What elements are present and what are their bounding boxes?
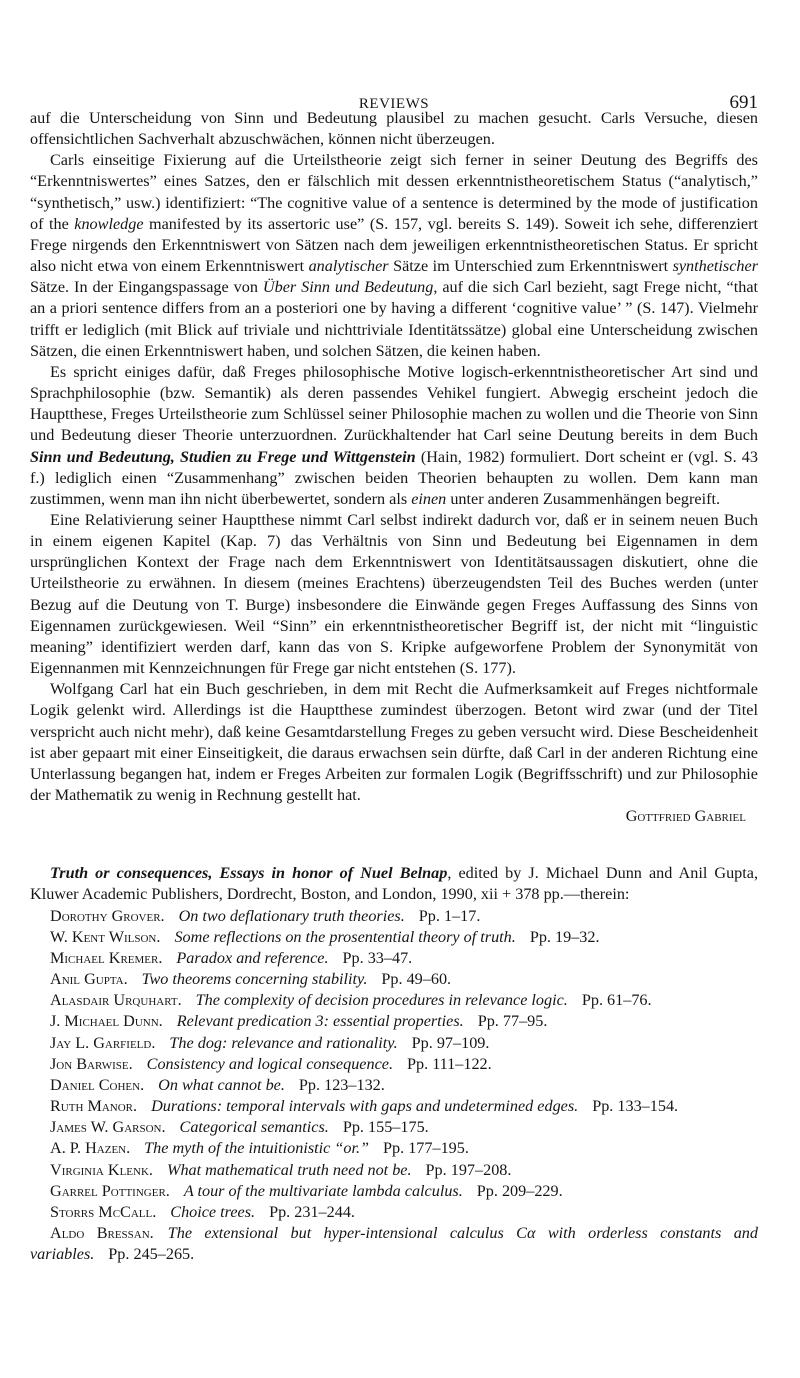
essay-title: Choice trees.	[170, 1202, 256, 1221]
contributor-name: Aldo Bressan.	[50, 1223, 154, 1242]
review-paragraph	[30, 679, 758, 806]
text-run: Sätze. In der Eingangspassage von	[30, 278, 263, 297]
contributor-name: Dorothy Grover.	[50, 906, 165, 925]
contributor-name: Garrel Pottinger.	[50, 1181, 170, 1200]
review-paragraph	[30, 362, 758, 510]
emphasized-text: Über Sinn und Bedeutung	[262, 278, 434, 297]
contents-entry	[30, 969, 758, 990]
emphasized-text: knowledge	[74, 214, 144, 233]
page-range: Pp. 245–265.	[108, 1245, 195, 1264]
text-run: Wolfgang Carl hat ein Buch geschrieben, in dem mit Recht die Aufmerksamkeit auf Freges nichtformale Logik gelenkt wird. Allerdings ist die Hauptthese zumindest überzogen. Betont wird zwar (und der Titel verspricht auch nicht mehr), daß keine Gesamtdarstellung Freges zu geben versucht wird. Diese Bescheidenheit ist aber gepaart mit einer Einseitigkeit, die daraus erwachsen sein dürfte, daß Carl in der anderen Richtung eine Unterlassung begangen hat, indem er Freges Arbeiten zur formalen Logik (Begriffsschrift) und zur Philosophie der Mathematik zu wenig in Rechnung gestellt hat.	[30, 680, 758, 804]
essay-title: Two theorems concerning stability.	[141, 970, 368, 989]
contents-entry	[30, 906, 758, 927]
contents-list	[30, 906, 758, 1266]
essay-title: The myth of the intuitionistic “or.”	[144, 1139, 369, 1158]
essay-title: Consistency and logical consequence.	[146, 1054, 393, 1073]
essay-title: Paradox and reference.	[176, 948, 329, 967]
page-range: Pp. 111–122.	[407, 1054, 492, 1073]
page-range: Pp. 33–47.	[342, 948, 413, 967]
page-range: Pp. 155–175.	[342, 1118, 429, 1137]
text-run: Carls einseitige Fixierung auf die Urteilstheorie zeigt sich ferner in seiner Deutung des Begriffs des “Erkenntniswertes” eines Satzes, den er fälschlich mit dessen erkenntnistheoretischem Status (“analytisch,” “synthetisch,” usw.) identifiziert: “The cognitive value of a sentence is determined by the mode of justification of the	[30, 151, 758, 233]
contributor-name: Jon Barwise.	[50, 1054, 133, 1073]
essay-title: A tour of the multivariate lambda calculus.	[183, 1181, 463, 1200]
essay-title: Some reflections on the prosentential theory of truth.	[174, 927, 516, 946]
text-run: auf die Unterscheidung von Sinn und Bedeutung plausibel zu machen gesucht. Carls Versuche, diesen offensichtlichen Sachverhalt abzuschwächen, können nicht überzeugen.	[30, 109, 758, 149]
page-number: 691	[729, 92, 758, 113]
page-range: Pp. 133–154.	[592, 1097, 679, 1116]
contributor-name: Storrs McCall.	[50, 1202, 157, 1221]
contents-entry	[30, 990, 758, 1011]
contents-entry	[30, 927, 758, 948]
review-paragraph	[30, 108, 758, 150]
emphasized-text: synthetischer	[672, 257, 758, 276]
contents-entry	[30, 1181, 758, 1202]
page-range: Pp. 197–208.	[425, 1160, 512, 1179]
text-run: Es spricht einiges dafür, daß Freges philosophische Motive logisch-erkenntnistheoretischer Art sind und Sprachphilosophie (bzw. Semantik) als deren passendes Vehikel fungiert. Abwegig erscheint jedoch die Hauptthese, Freges Urteilstheorie zum Schlüssel seiner Philosophie machen zu wollen und die Theorie von Sinn und Bedeutung dieser Theorie unterzuordnen. Zurückhaltender hat Carl seine Deutung bereits in dem Buch	[30, 362, 758, 445]
reviewer-signature: Gottfried Gabriel	[625, 807, 746, 826]
contributor-name: A. P. Hazen.	[50, 1139, 131, 1158]
page-range: Pp. 61–76.	[581, 991, 652, 1010]
text-run: manifested by its assertoric use” (S. 157, vgl. bereits S. 149). Soweit ich sehe, differenziert Frege nirgends den Erkenntniswert von Sätzen nach dem jeweiligen erkenntnistheoretischen Status. Er spricht also nicht etwa von einem Erkenntniswert	[30, 214, 758, 276]
page-range: Pp. 177–195.	[383, 1139, 469, 1158]
contributor-name: Jay L. Garfield.	[50, 1033, 156, 1052]
emphasized-text: analytischer	[308, 257, 389, 276]
text-run: , auf die sich Carl bezieht, sagt Frege nicht, “that an a priori sentence differs from an a posteriori one by having a different ‘cognitive value’ ” (S. 147). Vielmehr trifft er lediglich (mit Blick auf triviale und nichttriviale Identitätssätze) global eine Unterscheidung zwischen Sätzen, die einen Erkenntniswert haben, und solchen Sätzen, die keinen haben.	[30, 278, 759, 360]
contents-entry	[30, 948, 758, 969]
text-run: Sätze im Unterschied zum Erkenntniswert	[388, 257, 673, 276]
essay-title: The complexity of decision procedures in relevance logic.	[195, 991, 568, 1010]
running-title: REVIEWS	[358, 96, 430, 112]
contributor-name: James W. Garson.	[50, 1118, 166, 1137]
contributor-name: Anil Gupta.	[50, 970, 128, 989]
page-range: Pp. 49–60.	[381, 970, 452, 989]
book-details: , edited by J. Michael Dunn and Anil Gupta, Kluwer Academic Publishers, Dordrecht, Boston, and London, 1990, xii + 378 pp.—therein:	[30, 864, 758, 904]
contents-entry	[30, 1223, 758, 1265]
essay-title: On two deflationary truth theories.	[178, 906, 405, 925]
emphasized-text: Sinn und Bedeutung, Studien zu Frege und Wittgenstein	[30, 447, 416, 466]
contributor-name: Virginia Klenk.	[50, 1160, 153, 1179]
contents-entry	[30, 1117, 758, 1138]
contents-entry	[30, 1075, 758, 1096]
page-body	[30, 108, 758, 1265]
book-citation	[30, 863, 758, 905]
contents-entry	[30, 1096, 758, 1117]
page-range: Pp. 209–229.	[476, 1181, 563, 1200]
contents-entry	[30, 1160, 758, 1181]
page-range: Pp. 19–32.	[529, 927, 600, 946]
section-divider	[30, 827, 758, 863]
review-paragraph	[30, 150, 758, 362]
contributor-name: Alasdair Urquhart.	[50, 991, 182, 1010]
essay-title: On what cannot be.	[158, 1075, 285, 1094]
book-title: Truth or consequences, Essays in honor of Nuel Belnap	[50, 864, 448, 883]
text-run: unter anderen Zusammenhängen begreift.	[446, 489, 721, 508]
contents-entry	[30, 1202, 758, 1223]
contents-entry	[30, 1054, 758, 1075]
page-range: Pp. 97–109.	[411, 1033, 490, 1052]
contents-entry	[30, 1138, 758, 1159]
essay-title: The dog: relevance and rationality.	[169, 1033, 398, 1052]
page-range: Pp. 1–17.	[418, 906, 481, 925]
page-range: Pp. 77–95.	[477, 1012, 548, 1031]
contents-entry	[30, 1033, 758, 1054]
contributor-name: W. Kent Wilson.	[50, 927, 161, 946]
essay-title: Relevant predication 3: essential properties.	[176, 1012, 464, 1031]
text-run: (Hain, 1982) formuliert. Dort scheint er (vgl. S. 43 f.) lediglich einen “Zusammenhang” zwischen beiden Theorien behaupten zu wollen. Dem kann man zustimmen, wenn man ihn nicht überbewertet, sondern als	[30, 447, 758, 508]
page-range: Pp. 123–132.	[298, 1075, 385, 1094]
review-gabriel	[30, 108, 758, 806]
contributor-name: Ruth Manor.	[50, 1097, 138, 1116]
contributor-name: Daniel Cohen.	[50, 1075, 145, 1094]
page-range: Pp. 231–244.	[269, 1202, 355, 1221]
essay-title: The extensional but hyper-intensional calculus Cα with orderless constants and variables.	[30, 1223, 758, 1264]
essay-title: What mathematical truth need not be.	[166, 1160, 412, 1179]
contributor-name: J. Michael Dunn.	[50, 1012, 163, 1031]
contributor-name: Michael Kremer.	[50, 948, 163, 967]
essay-title: Durations: temporal intervals with gaps and undetermined edges.	[151, 1097, 579, 1116]
emphasized-text: einen	[411, 489, 447, 508]
essay-title: Categorical semantics.	[179, 1118, 329, 1137]
contents-entry	[30, 1011, 758, 1032]
review-paragraph	[30, 510, 758, 679]
text-run: Eine Relativierung seiner Hauptthese nimmt Carl selbst indirekt dadurch vor, daß er in seinem neuen Buch in einem eigenen Kapitel (Kap. 7) das Verhältnis von Sinn und Bedeutung bei Eigennamen in dem ursprünglichen Kontext der Frage nach dem Erkenntniswert von Identitätsaussagen diskutiert, ohne die Urteilstheorie zu erwähnen. In diesem (meines Erachtens) überzeugendsten Teil des Buches werden (unter Bezug auf die Deutung von T. Burge) insbesondere die Einwände gegen Freges Auffassung des Sinns von Eigennamen zurückgewiesen. Weil “Sinn” ein erkenntnistheoretischer Begriff ist, der nicht mit “linguistic meaning” identifiziert werden darf, kann das von S. Kripke aufgeworfene Problem der Synonymität von Eigennanmen mit Kennzeichnungen für Frege gar nicht entstehen (S. 177).	[30, 510, 758, 678]
